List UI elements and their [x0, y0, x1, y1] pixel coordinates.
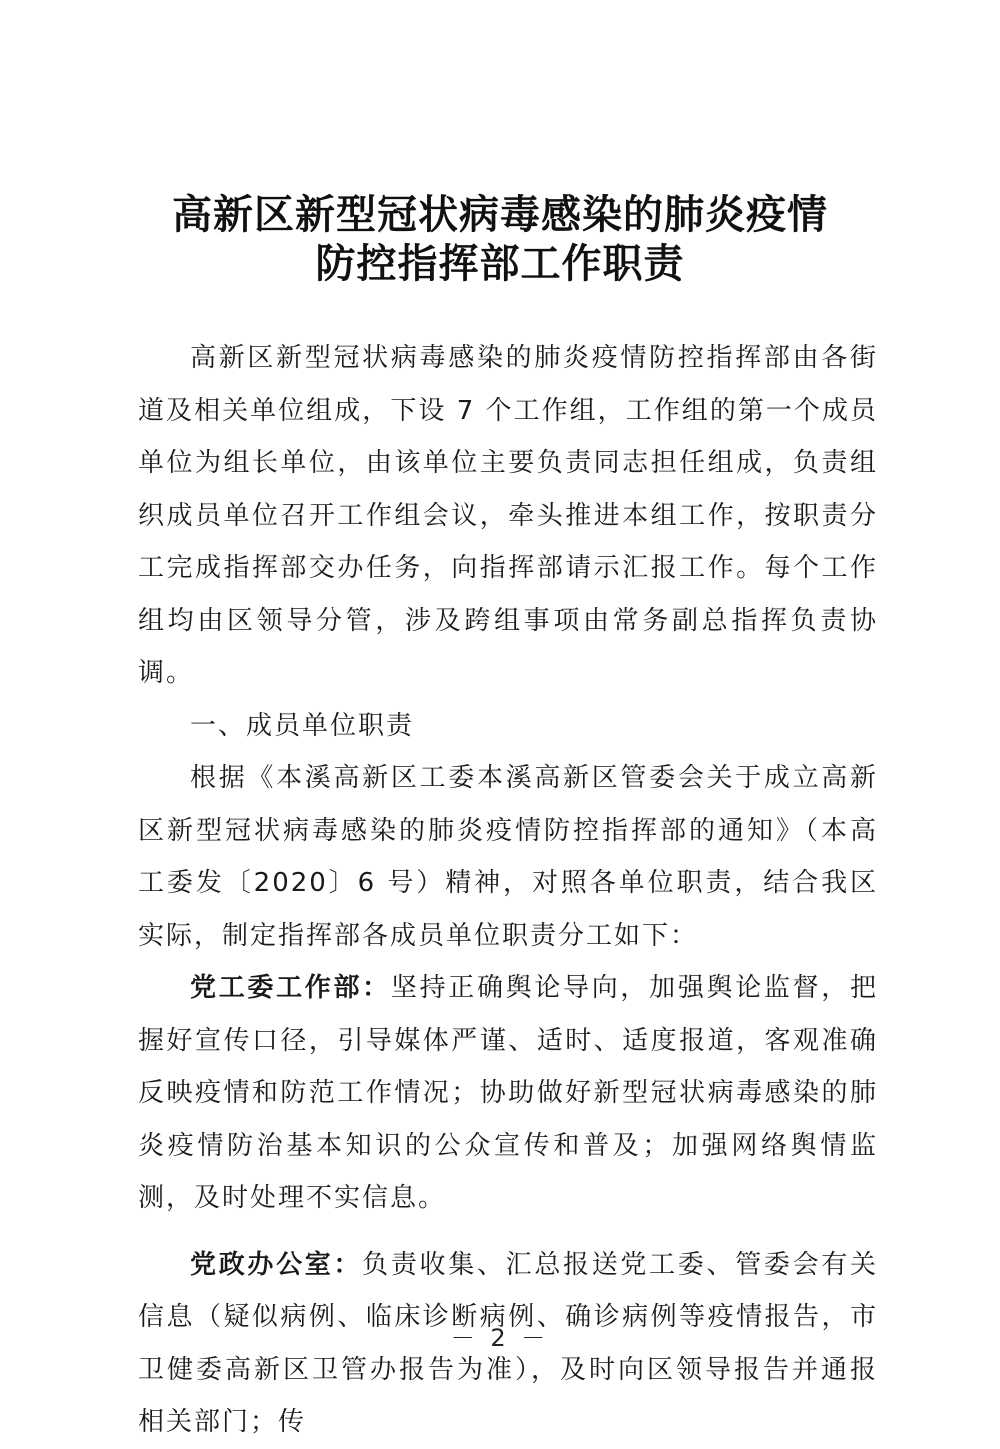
section-intro-paragraph: 根据《本溪高新区工委本溪高新区管委会关于成立高新区新型冠状病毒感染的肺炎疫情防控指挥部的通知》（本高工委发〔2020〕6 号）精神，对照各单位职责，结合我区实际，制定指挥部各成员单位职责分工如下：	[138, 763, 878, 951]
dept-duties: 坚持正确舆论导向，加强舆论监督，把握好宣传口径，引导媒体严谨、适时、适度报道，客观准确反映疫情和防范工作情况；协助做好新型冠状病毒感染的肺炎疫情防治基本知识的公众宣传和普及；加强网络舆情监测，及时处理不实信息。	[138, 973, 878, 1213]
dept-duties: 负责收集、汇总报送党工委、管委会有关信息（疑似病例、临床诊断病例、确诊病例等疫情报告，市卫健委高新区卫管办报告为准），及时向区领导报告并通报相关部门；传	[138, 1249, 878, 1437]
dept-name: 党工委工作部：	[190, 973, 391, 1003]
document-title-line1: 高新区新型冠状病毒感染的肺炎疫情	[172, 191, 828, 238]
dept-paragraph	[138, 962, 878, 1225]
document-body	[138, 332, 878, 1449]
section-heading: 一、成员单位职责	[190, 710, 415, 741]
page-number: － 2 －	[450, 1324, 550, 1352]
document-title-line2: 防控指挥部工作职责	[315, 240, 685, 287]
intro-paragraph: 高新区新型冠状病毒感染的肺炎疫情防控指挥部由各街道及相关单位组成，下设 7 个工作组，工作组的第一个成员单位为组长单位，由该单位主要负责同志担任组成，负责组织成员单位召开工作组会议，牵头推进本组工作，按职责分工完成指挥部交办任务，向指挥部请示汇报工作。每个工作组均由区领导分管，涉及跨组事项由常务副总指挥负责协调。	[138, 343, 878, 688]
dept-name: 党政办公室：	[190, 1249, 363, 1280]
